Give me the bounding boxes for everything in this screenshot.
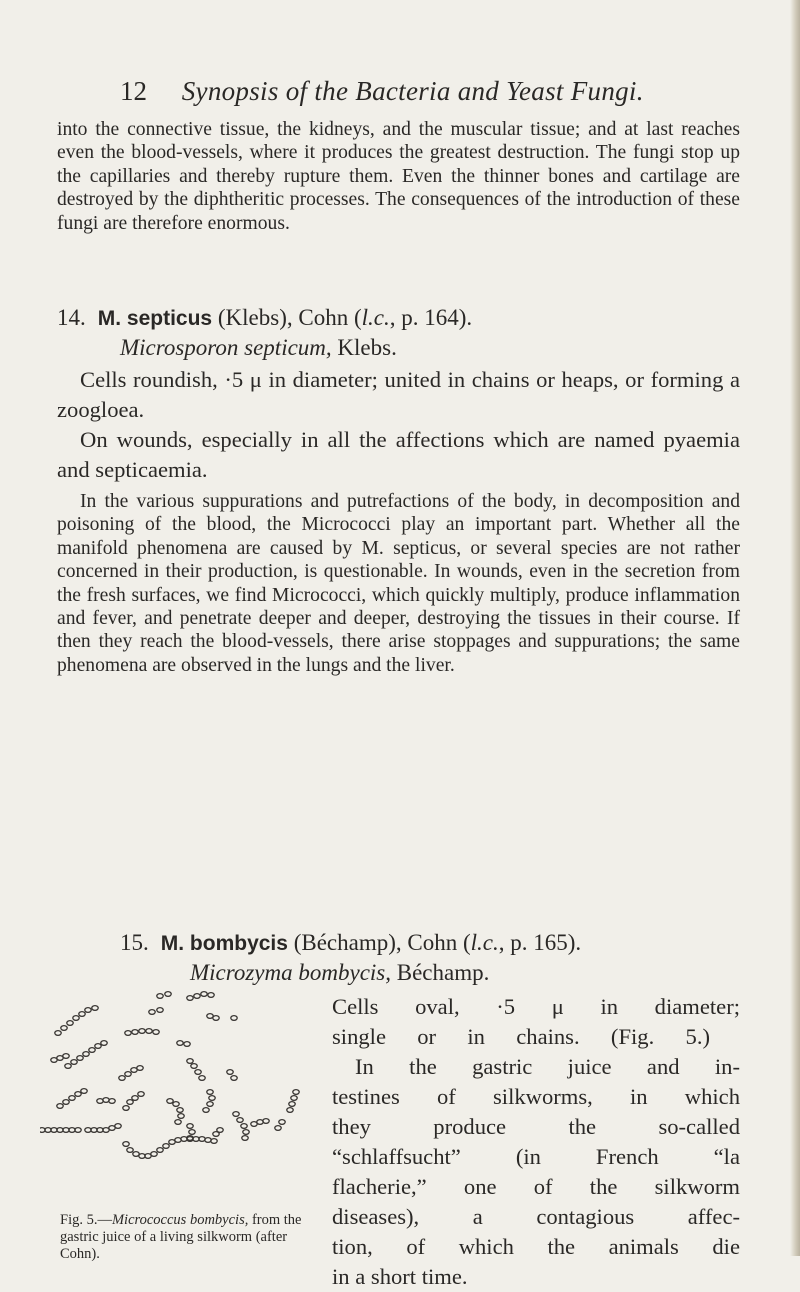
coccus-cell bbox=[89, 1048, 95, 1053]
ref-abbr: l.c. bbox=[470, 930, 499, 955]
coccus-cell bbox=[149, 1010, 155, 1015]
coccus-cell bbox=[227, 1070, 233, 1075]
coccus-cell bbox=[191, 1064, 197, 1069]
coccus-cell bbox=[137, 1066, 143, 1071]
coccus-cell bbox=[207, 1102, 213, 1107]
coccus-cell bbox=[184, 1042, 190, 1047]
section-15-synonym bbox=[190, 958, 489, 988]
coccus-cell bbox=[69, 1096, 75, 1101]
ref-abbr: l.c. bbox=[361, 305, 390, 330]
coccus-cell bbox=[75, 1092, 81, 1097]
coccus-cell bbox=[151, 1152, 157, 1157]
text-line: In the gastric juice and in- bbox=[355, 1054, 740, 1079]
coccus-cell bbox=[242, 1136, 248, 1141]
coccus-cell bbox=[201, 992, 207, 997]
coccus-cell bbox=[157, 1008, 163, 1013]
coccus-cell bbox=[157, 994, 163, 999]
text-line: Cells oval, ·5 μ in diameter; bbox=[332, 994, 740, 1019]
section-14-habitat: On wounds, especially in all the affections which are named pyaemia and septicaemia. bbox=[57, 427, 740, 482]
coccus-cell bbox=[275, 1126, 281, 1131]
coccus-cell bbox=[83, 1052, 89, 1057]
coccus-cell bbox=[243, 1130, 249, 1135]
coccus-cell bbox=[207, 1090, 213, 1095]
coccus-cell bbox=[132, 1030, 138, 1035]
text-line: flacherie,” one of the silkworm bbox=[332, 1174, 740, 1199]
coccus-cell bbox=[139, 1029, 145, 1034]
section-14-discussion: In the various suppurations and putrefactions of the body, in decomposition and poisoning of the blood, the Micrococci play an important part. Whether all the manifold phenomena are caused by M. septicus, or several species are not rather concerned in their production, is questionable. In wounds, even in the secretion from the fresh surfaces, we find Micrococci, which quickly multiply, produce inflammation and fever, and penetrate deeper and deeper, destroying the tissues in their course. If then they reach the blood-vessels, there arise stoppages and suppurations; the same phenomena are observed in the lungs and the liver. bbox=[57, 491, 740, 676]
coccus-cell bbox=[287, 1108, 293, 1113]
authority: (Béchamp), Cohn ( bbox=[293, 930, 471, 955]
text-line: tion, of which the animals die bbox=[332, 1234, 740, 1259]
coccus-cell bbox=[163, 1144, 169, 1149]
coccus-cell bbox=[217, 1128, 223, 1133]
coccus-cell bbox=[177, 1041, 183, 1046]
text-line: testines of silkworms, in which bbox=[332, 1084, 740, 1109]
coccus-cell bbox=[231, 1016, 237, 1021]
coccus-cell bbox=[92, 1006, 98, 1011]
figure-5-illustration bbox=[40, 988, 320, 1208]
coccus-cell bbox=[175, 1120, 181, 1125]
species-name: M. septicus bbox=[97, 307, 213, 330]
coccus-cell bbox=[67, 1021, 73, 1026]
coccus-cell bbox=[178, 1114, 184, 1119]
coccus-cell bbox=[213, 1016, 219, 1021]
coccus-cell bbox=[208, 993, 214, 998]
synonym: Microsporon septicum, bbox=[120, 335, 332, 360]
text-line: single or in chains. (Fig. 5.) bbox=[332, 1024, 710, 1049]
coccus-cell bbox=[77, 1056, 83, 1061]
coccus-cell bbox=[291, 1096, 297, 1101]
section-14-heading bbox=[57, 303, 472, 334]
ref-page: , p. 164). bbox=[389, 305, 473, 330]
coccus-cell bbox=[79, 1012, 85, 1017]
coccus-cell bbox=[132, 1096, 138, 1101]
coccus-cell bbox=[203, 1108, 209, 1113]
coccus-cell bbox=[63, 1100, 69, 1105]
coccus-cell bbox=[231, 1076, 237, 1081]
coccus-cell bbox=[146, 1029, 152, 1034]
species-name: M. bombycis bbox=[160, 932, 288, 955]
coccus-cell bbox=[209, 1096, 215, 1101]
coccus-cell bbox=[123, 1106, 129, 1111]
coccus-cell bbox=[109, 1099, 115, 1104]
synonym-author: Béchamp. bbox=[391, 960, 490, 985]
coccus-cell bbox=[167, 1099, 173, 1104]
section-number: 14. bbox=[57, 305, 86, 330]
section-15-heading bbox=[120, 928, 581, 959]
coccus-cell bbox=[55, 1031, 61, 1036]
coccus-cell bbox=[194, 994, 200, 999]
figure-caption bbox=[60, 1212, 330, 1263]
coccus-cell bbox=[63, 1054, 69, 1059]
section-14-synonym bbox=[120, 333, 397, 363]
figure-caption-rest: from the gastric juice of a living silkworm (after Cohn). bbox=[60, 1212, 302, 1262]
coccus-cell bbox=[119, 1076, 125, 1081]
synonym: Microzyma bombycis, bbox=[190, 960, 391, 985]
coccus-cell bbox=[293, 1090, 299, 1095]
coccus-cell bbox=[263, 1119, 269, 1124]
section-15-text bbox=[332, 992, 740, 1292]
coccus-cell bbox=[237, 1118, 243, 1123]
coccus-cell bbox=[127, 1148, 133, 1153]
text-line: in a short time. bbox=[332, 1264, 468, 1289]
coccus-cell bbox=[187, 1059, 193, 1064]
coccus-cell bbox=[153, 1030, 159, 1035]
coccus-cell bbox=[71, 1060, 77, 1065]
coccus-cell bbox=[57, 1104, 63, 1109]
coccus-cell bbox=[195, 1070, 201, 1075]
text-line: they produce the so-called bbox=[332, 1114, 740, 1139]
coccus-cell bbox=[241, 1124, 247, 1129]
coccus-cell bbox=[187, 996, 193, 1001]
synonym-author: Klebs. bbox=[331, 335, 397, 360]
coccus-cell bbox=[138, 1092, 144, 1097]
page-edge bbox=[790, 0, 800, 1256]
coccus-cell bbox=[199, 1076, 205, 1081]
coccus-cell bbox=[189, 1130, 195, 1135]
page-number: 12 bbox=[120, 76, 147, 106]
coccus-cell bbox=[125, 1031, 131, 1036]
micrococcus-chains-drawing bbox=[40, 988, 320, 1208]
figure-species: Micrococcus bombycis, bbox=[111, 1212, 249, 1228]
text-line: diseases), a contagious affec- bbox=[332, 1204, 740, 1229]
running-title: Synopsis of the Bacteria and Yeast Fungi. bbox=[181, 76, 644, 106]
page-header bbox=[120, 76, 644, 107]
section-14-description: Cells roundish, ·5 μ in diameter; united in chains or heaps, or forming a zoogloea. bbox=[57, 367, 740, 422]
coccus-cell bbox=[123, 1142, 129, 1147]
text-line: “schlaffsucht” (in French “la bbox=[332, 1144, 740, 1169]
figure-label: Fig. 5.— bbox=[60, 1212, 112, 1228]
intro-paragraph: into the connective tissue, the kidneys, and the muscular tissue; and at last reaches even the blood-vessels, where it produces the greatest destruction. The fungi stop up the capillaries and thereby rupture them. Even the thinner bones and cartilage are destroyed by the diphtheritic processes. The consequences of the introduction of these fungi are therefore enormous. bbox=[57, 119, 740, 234]
coccus-cell bbox=[157, 1148, 163, 1153]
coccus-cell bbox=[233, 1112, 239, 1117]
coccus-cell bbox=[61, 1026, 67, 1031]
authority: (Klebs), Cohn ( bbox=[217, 305, 362, 330]
coccus-cell bbox=[289, 1102, 295, 1107]
coccus-cell bbox=[85, 1008, 91, 1013]
section-number: 15. bbox=[120, 930, 149, 955]
coccus-cell bbox=[65, 1064, 71, 1069]
coccus-cell bbox=[211, 1139, 217, 1144]
coccus-cell bbox=[177, 1108, 183, 1113]
coccus-cell bbox=[95, 1044, 101, 1049]
coccus-cell bbox=[81, 1089, 87, 1094]
coccus-cell bbox=[173, 1102, 179, 1107]
coccus-cell bbox=[73, 1016, 79, 1021]
coccus-cell bbox=[125, 1072, 131, 1077]
ref-page: , p. 165). bbox=[498, 930, 582, 955]
coccus-cell bbox=[279, 1120, 285, 1125]
coccus-cell bbox=[101, 1041, 107, 1046]
coccus-cell bbox=[115, 1124, 121, 1129]
coccus-cell bbox=[187, 1124, 193, 1129]
coccus-cell bbox=[165, 992, 171, 997]
